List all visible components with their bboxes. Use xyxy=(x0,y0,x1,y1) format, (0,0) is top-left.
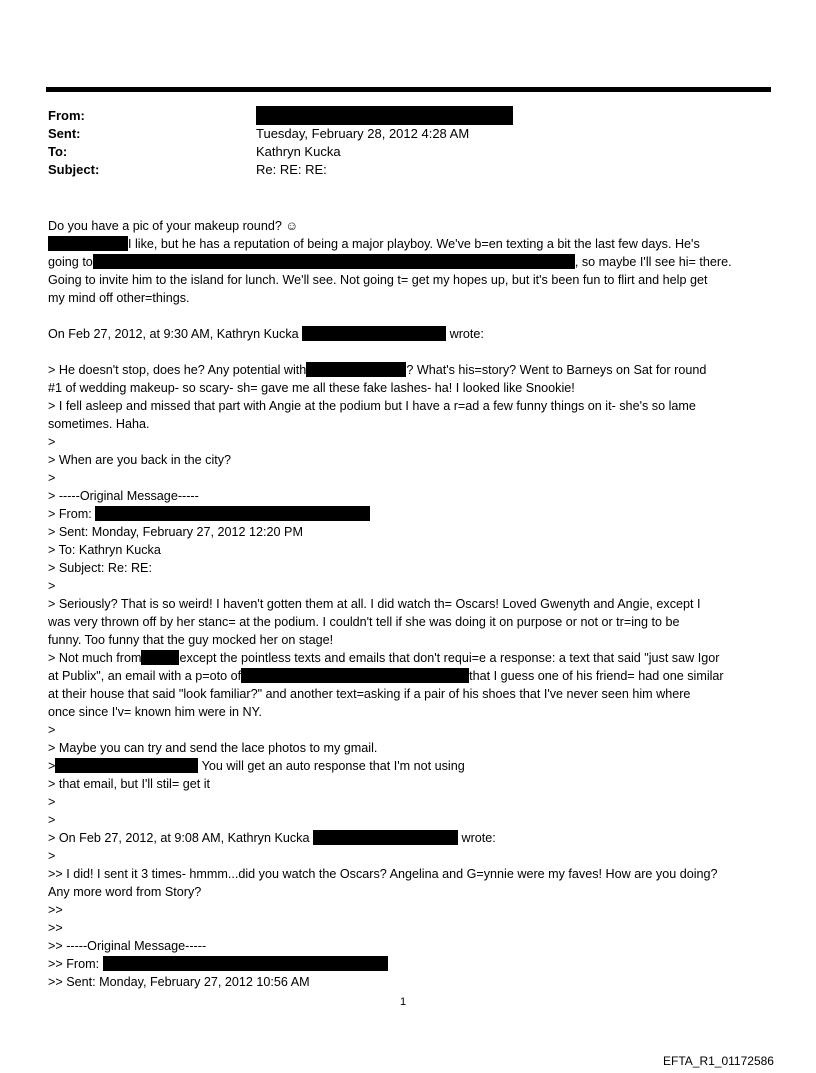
body-line: > When are you back in the city? xyxy=(48,453,232,467)
body-line: > Subject: Re: RE: xyxy=(48,561,152,575)
body-line: >> From: xyxy=(48,955,770,973)
redaction-block xyxy=(313,830,458,845)
body-line: funny. Too funny that the guy mocked her on stage! xyxy=(48,633,334,647)
body-line: >> xyxy=(48,921,63,935)
body-line: > that email, but I'll stil= get it xyxy=(48,777,211,791)
body-line: > Sent: Monday, February 27, 2012 12:20 PM xyxy=(48,525,303,539)
body-line: > From: xyxy=(48,505,770,523)
body-line: >> xyxy=(48,903,63,917)
redaction-block xyxy=(306,362,406,377)
body-line: I like, but he has a reputation of being a major playboy. We've b=en texting a bit the last few days. He's xyxy=(48,235,770,253)
body-line: #1 of wedding makeup- so scary- sh= gave me all these fake lashes- ha! I looked like Snookie! xyxy=(48,381,575,395)
to-value: Kathryn Kucka xyxy=(256,144,341,159)
body-line: at Publix", an email with a p=oto of that I guess one of his friend= had one similar xyxy=(48,669,724,683)
body-line: > xyxy=(48,579,56,593)
body-line: > -----Original Message----- xyxy=(48,489,199,503)
redaction-block xyxy=(256,106,513,125)
body-line: > xyxy=(48,723,56,737)
email-body xyxy=(48,217,770,991)
body-line: On Feb 27, 2012, at 9:30 AM, Kathryn Kucka wrote: xyxy=(48,327,484,341)
subject-label: Subject: xyxy=(48,162,100,177)
body-line: Do you have a pic of your makeup round? ☺ xyxy=(48,219,299,233)
body-line: > Maybe you can try and send the lace photos to my gmail. xyxy=(48,741,378,755)
sent-value: Tuesday, February 28, 2012 4:28 AM xyxy=(256,126,470,141)
body-line: > To: Kathryn Kucka xyxy=(48,543,161,557)
body-line: > On Feb 27, 2012, at 9:08 AM, Kathryn Kucka wrote: xyxy=(48,831,496,845)
body-line: > I fell asleep and missed that part with Angie at the podium but I have a r=ad a few funny things on it- she's so lame xyxy=(48,399,696,413)
body-line: >> Sent: Monday, February 27, 2012 10:56 AM xyxy=(48,975,310,989)
subject-value: Re: RE: RE: xyxy=(256,162,327,177)
body-line: sometimes. Haha. xyxy=(48,417,150,431)
redaction-block xyxy=(95,506,370,521)
redaction-block xyxy=(302,326,446,341)
body-line: > He doesn't stop, does he? Any potential with ? What's his=story? Went to Barneys on Sat for round xyxy=(48,363,707,377)
body-line: > xyxy=(48,435,56,449)
body-line: Going to invite him to the island for lunch. We'll see. Not going t= get my hopes up, but it's been fun to flirt and help get xyxy=(48,273,708,287)
body-line: > Seriously? That is so weird! I haven't gotten them at all. I did watch th= Oscars! Loved Gwenyth and Angie, except I xyxy=(48,597,701,611)
body-line: > You will get an auto response that I'm not using xyxy=(48,759,465,773)
body-line: Any more word from Story? xyxy=(48,885,202,899)
body-line: once since I'v= known him were in NY. xyxy=(48,705,262,719)
redaction-block xyxy=(93,254,575,269)
header-rule xyxy=(46,87,771,92)
body-line: > Not much from except the pointless texts and emails that don't requi=e a response: a text that said "just saw Igor xyxy=(48,651,720,665)
body-line: >> -----Original Message----- xyxy=(48,939,207,953)
body-line: >> I did! I sent it 3 times- hmmm...did you watch the Oscars? Angelina and G=ynnie were my faves! How are you doing? xyxy=(48,867,718,881)
body-line: > xyxy=(48,849,56,863)
redaction-block xyxy=(141,650,179,665)
to-label: To: xyxy=(48,144,68,159)
body-line: > xyxy=(48,813,56,827)
bates-number: EFTA_R1_01172586 xyxy=(663,1054,774,1068)
body-line: was very thrown off by her stanc= at the podium. I couldn't tell if she was doing it on purpose or not or tr=ing to be xyxy=(48,615,680,629)
body-line: at their house that said "look familiar?" and another text=asking if a pair of his shoes that I've never seen him where xyxy=(48,687,691,701)
body-line: > xyxy=(48,795,56,809)
sent-label: Sent: xyxy=(48,126,81,141)
body-line: my mind off other=things. xyxy=(48,291,190,305)
redaction-block xyxy=(55,758,198,773)
body-line: going to , so maybe I'll see hi= there. xyxy=(48,255,732,269)
from-label: From: xyxy=(48,108,85,123)
page-number: 1 xyxy=(400,996,407,1008)
from-value xyxy=(256,106,513,126)
redaction-block xyxy=(103,956,388,971)
redaction-block xyxy=(48,236,128,251)
redaction-block xyxy=(241,668,469,683)
body-line: > xyxy=(48,471,56,485)
